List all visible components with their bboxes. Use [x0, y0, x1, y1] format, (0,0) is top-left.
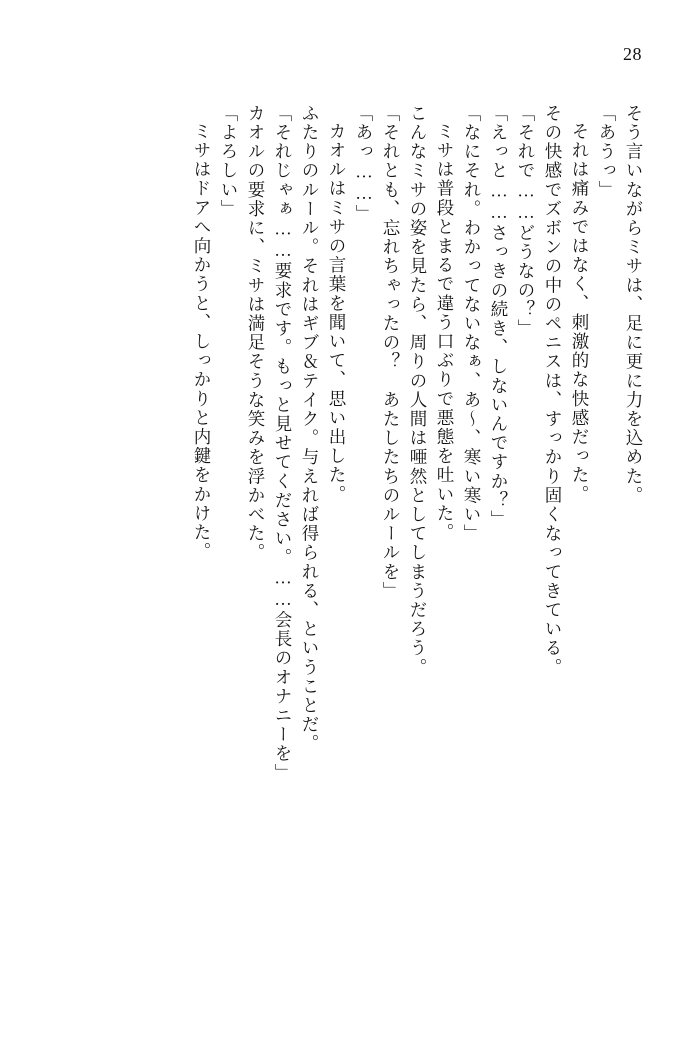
page-number: 28 — [623, 44, 642, 64]
text-line: 「あうっ」 — [597, 104, 617, 200]
text-line: 「それとも、忘れちゃったの？ あたしたちのルールを」 — [381, 104, 401, 601]
body-text-block — [58, 104, 642, 930]
text-line: その快感でズボンの中のペニスは、すっかり固くなってきている。 — [543, 104, 563, 677]
text-line: カオルはミサの言葉を聞いて、思い出した。 — [327, 122, 347, 504]
text-line: ふたりのルール。それはギブ＆テイク。与えれば得られる、ということだ。 — [300, 104, 320, 754]
text-line: 「よろしい」 — [219, 104, 239, 219]
text-line: それは痛みではなく、刺激的な快感だった。 — [570, 122, 590, 504]
text-line: ミサはドアへ向かうと、しっかりと内鍵をかけた。 — [192, 122, 212, 562]
text-line: 「なにそれ。わかってないなぁ、あ～、寒い寒い」 — [462, 104, 482, 544]
text-line: ミサは普段とまるで違う口ぶりで悪態を吐いた。 — [435, 122, 455, 543]
text-line: カオルの要求に、ミサは満足そうな笑みを浮かべた。 — [246, 104, 266, 563]
text-line: そう言いながらミサは、足に更に力を込めた。 — [624, 104, 644, 506]
text-line: 「それじゃぁ……要求です。もっと見せてください。……会長のオナニーを」 — [273, 104, 293, 783]
text-line: こんなミサの姿を見たら、周りの人間は唖然としてしまうだろう。 — [408, 104, 428, 677]
text-line: 「それで……どうなの？」 — [516, 104, 536, 339]
text-line: 「あっ……」 — [354, 104, 374, 224]
text-line: 「えっと……さっきの続き、しないんですか？」 — [489, 104, 509, 530]
